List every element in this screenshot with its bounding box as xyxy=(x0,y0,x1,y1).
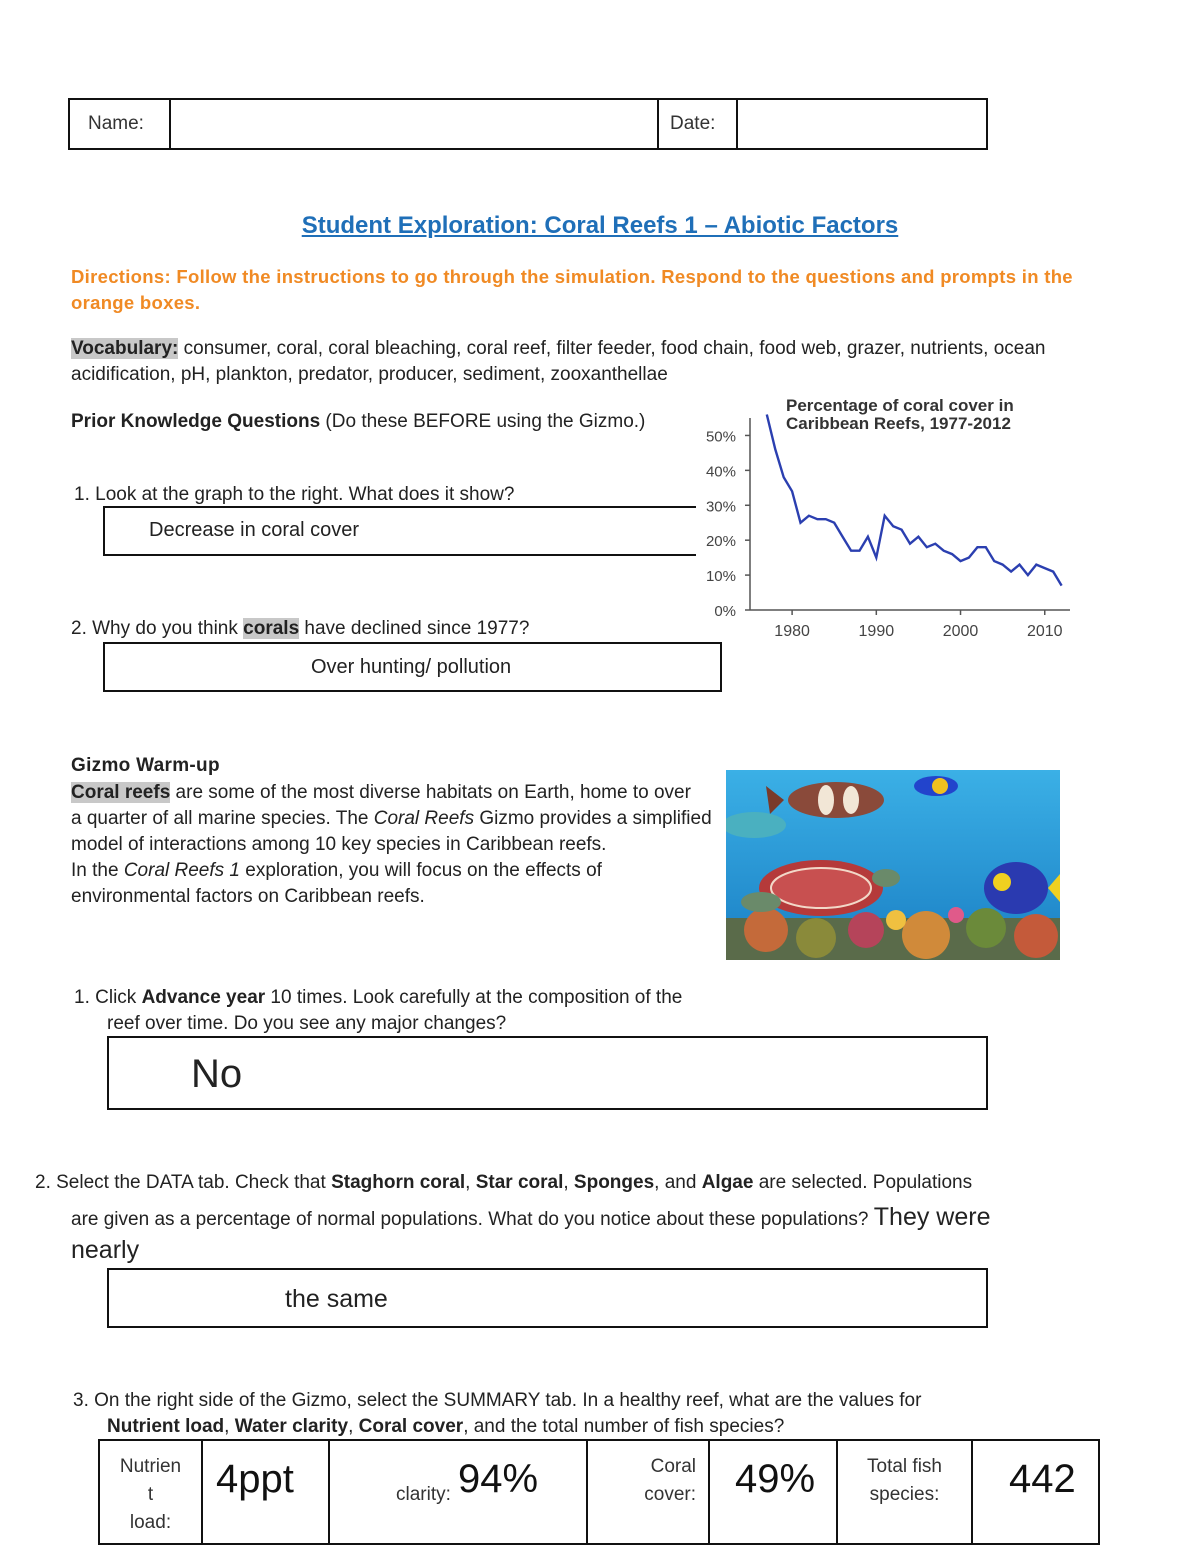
warmup-heading: Gizmo Warm-up xyxy=(71,755,220,776)
q2-text-end: have declined since 1977? xyxy=(299,618,530,639)
x-tick-label: 1980 xyxy=(774,623,810,640)
nutrient-value: 4ppt xyxy=(216,1457,294,1501)
label-line: t xyxy=(147,1484,154,1505)
water-clarity-bold: Water clarity xyxy=(234,1416,349,1437)
y-tick-label: 20% xyxy=(705,533,736,551)
star-coral-bold: Star coral xyxy=(475,1172,564,1193)
coral-label-cell xyxy=(588,1441,710,1543)
warmup-text: a quarter of all marine species. The xyxy=(71,808,374,829)
fish-value: 442 xyxy=(1009,1457,1076,1501)
warmup-q1 xyxy=(74,985,682,1011)
coral-cover-chart xyxy=(690,390,1080,650)
date-label: Date: xyxy=(670,113,716,134)
warmup-q1-line2: reef over time. Do you see any major changes? xyxy=(107,1013,507,1034)
clarity-cell[interactable] xyxy=(330,1441,588,1543)
y-tick-label: 30% xyxy=(705,498,736,516)
prior-knowledge-heading xyxy=(71,409,671,435)
date-field[interactable] xyxy=(738,100,986,148)
clarity-value: 94% xyxy=(458,1457,539,1501)
warmup-answer-box[interactable] xyxy=(107,1036,988,1110)
coral-label xyxy=(644,1453,696,1509)
chart-title-line-1: Percentage of coral cover in xyxy=(786,396,1014,415)
coral-cover-series-line xyxy=(767,415,1062,586)
label-line: cover: xyxy=(644,1484,696,1505)
label-line: Coral xyxy=(650,1456,696,1477)
summary-question-line2 xyxy=(107,1414,784,1440)
divider xyxy=(657,100,659,148)
warmup-paragraph xyxy=(71,780,719,910)
sep: , xyxy=(563,1172,574,1193)
q2-text: 2. Select the DATA tab. Check that xyxy=(35,1172,332,1193)
prior-answer-1[interactable]: Decrease in coral cover xyxy=(149,519,360,541)
prior-q1: 1. Look at the graph to the right. What does it show? xyxy=(74,484,515,505)
data-tab-question xyxy=(35,1170,1135,1196)
q2-answer: the same xyxy=(285,1285,388,1313)
sep: , xyxy=(465,1172,476,1193)
y-tick-label: 40% xyxy=(705,463,736,481)
x-tick-label: 2000 xyxy=(942,623,979,640)
warmup-text: Gizmo provides a simplified model of interactions among 10 key species in Caribbean reefs. xyxy=(71,808,712,855)
clarity-label: clarity: xyxy=(396,1484,451,1505)
q2-answer-box[interactable] xyxy=(107,1268,988,1328)
warmup-line-2 xyxy=(71,806,719,858)
sponges-bold: Sponges xyxy=(573,1172,655,1193)
q1-text: 1. Click xyxy=(74,987,142,1008)
name-field[interactable] xyxy=(171,100,657,148)
fish-value-cell[interactable] xyxy=(973,1441,1098,1543)
x-tick-label: 1990 xyxy=(858,623,895,640)
label-line: species: xyxy=(869,1484,940,1505)
warmup-italic: Coral Reefs 1 xyxy=(123,860,240,881)
warmup-line-1 xyxy=(71,780,719,806)
label-line: Total fish xyxy=(867,1456,942,1477)
summary-table xyxy=(98,1439,1100,1545)
prior-answer-2-box[interactable] xyxy=(103,642,722,692)
sep: , xyxy=(224,1416,235,1437)
y-tick-label: 0% xyxy=(714,603,736,620)
coral-reefs-highlight: Coral reefs xyxy=(71,782,171,803)
data-tab-question-line2 xyxy=(71,1202,1171,1235)
prior-answer-2: Over hunting/ pollution xyxy=(311,656,512,678)
warmup-text: are some of the most diverse habitats on Earth, home to over xyxy=(170,782,691,803)
vocabulary-paragraph xyxy=(71,336,1121,388)
q3-text: , and the total number of fish species? xyxy=(463,1416,785,1437)
warmup-text: exploration, you will focus on the effects of environmental factors on Caribbean reefs. xyxy=(71,860,602,907)
name-label: Name: xyxy=(88,113,144,134)
chart-title-line-2: Caribbean Reefs, 1977-2012 xyxy=(786,414,1011,433)
q1-text: 10 times. Look carefully at the composition of the xyxy=(265,987,683,1008)
warmup-italic: Coral Reefs xyxy=(373,808,475,829)
x-tick-label: 2010 xyxy=(1026,623,1063,640)
fish-label xyxy=(838,1453,971,1509)
coral-reef-image xyxy=(726,770,1060,960)
y-tick-label: 50% xyxy=(705,428,736,446)
algae-bold: Algae xyxy=(701,1172,754,1193)
nutrient-label xyxy=(100,1453,201,1537)
nutrient-load-bold: Nutrient load xyxy=(107,1416,225,1437)
y-tick-label: 10% xyxy=(705,568,736,586)
summary-question: 3. On the right side of the Gizmo, select the SUMMARY tab. In a healthy reef, what are the values for xyxy=(73,1390,922,1411)
answer-box-line xyxy=(104,554,696,556)
answer-box-line xyxy=(104,506,696,508)
staghorn-coral-bold: Staghorn coral xyxy=(331,1172,466,1193)
coral-value-cell[interactable] xyxy=(710,1441,838,1543)
coral-value: 49% xyxy=(735,1457,816,1501)
q2-inline-answer-cont: nearly xyxy=(71,1236,140,1264)
label-line: load: xyxy=(129,1512,172,1533)
q2-text: are selected. Populations xyxy=(753,1172,973,1193)
q2-inline-answer: They were xyxy=(873,1203,991,1231)
vocabulary-list: consumer, coral, coral bleaching, coral reef, filter feeder, food chain, food web, grazer, nutrients, ocean acidification, pH, plankton, predator, producer, sediment, zooxanthellae xyxy=(71,338,1046,385)
q2-text: are given as a percentage of normal populations. What do you notice about these populations? xyxy=(71,1209,874,1230)
nutrient-label-cell xyxy=(100,1441,203,1543)
page-title: Student Exploration: Coral Reefs 1 – Abiotic Factors xyxy=(301,212,899,239)
directions-text: Directions: Follow the instructions to go through the simulation. Respond to the questions and prompts in the orange boxes. xyxy=(71,266,1073,313)
nutrient-value-cell[interactable] xyxy=(203,1441,330,1543)
corals-highlight: corals xyxy=(243,618,300,639)
coral-cover-bold: Coral cover xyxy=(358,1416,464,1437)
sep: , and xyxy=(654,1172,702,1193)
prior-heading-bold: Prior Knowledge Questions xyxy=(71,411,321,432)
prior-q2 xyxy=(71,616,529,642)
warmup-answer: No xyxy=(191,1052,243,1096)
header-table xyxy=(68,98,988,150)
answer-box-line xyxy=(103,506,105,556)
prior-heading-note: (Do these BEFORE using the Gizmo.) xyxy=(320,411,646,432)
advance-year-bold: Advance year xyxy=(141,987,266,1008)
warmup-line-3 xyxy=(71,858,719,910)
fish-label-cell xyxy=(838,1441,973,1543)
sep: , xyxy=(348,1416,359,1437)
blue-tang-fish xyxy=(914,776,958,796)
vocabulary-label: Vocabulary: xyxy=(71,338,179,359)
q2-text: 2. Why do you think xyxy=(71,618,244,639)
label-line: Nutrien xyxy=(119,1456,182,1477)
warmup-text: In the xyxy=(71,860,124,881)
